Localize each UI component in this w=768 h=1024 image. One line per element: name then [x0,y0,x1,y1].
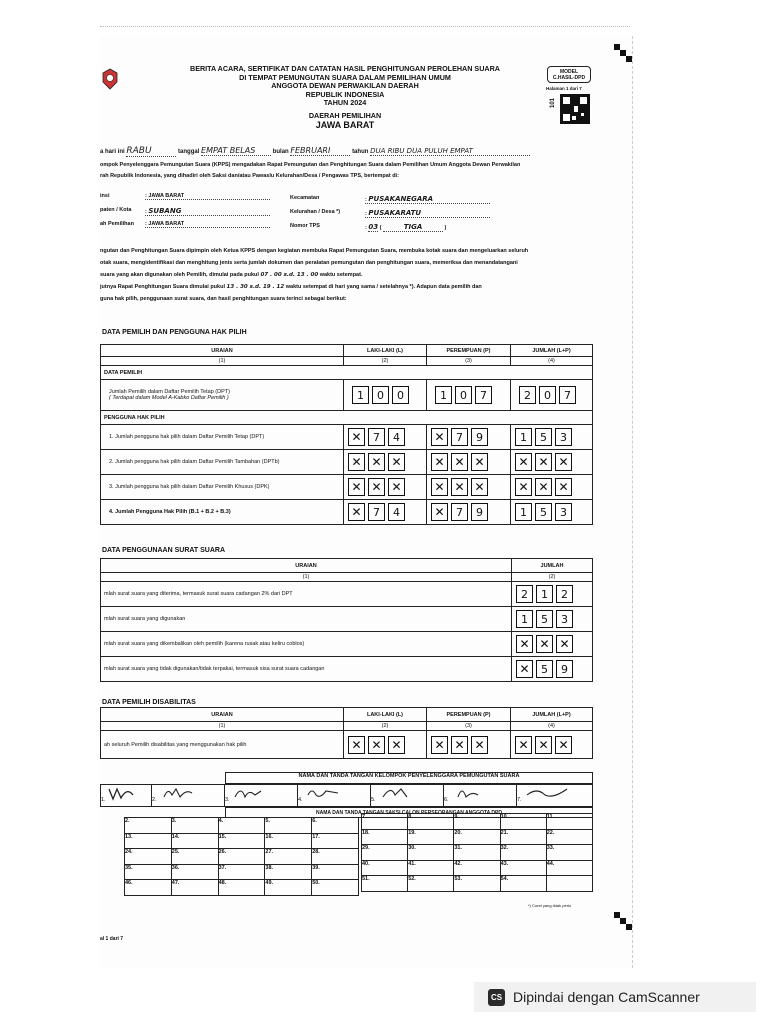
month-value: FEBRUARI [290,146,350,156]
saksi-title: NAMA DAN TANDA TANGAN SAKSI CALON PERSEORANGAN ANGGOTA DPD [226,808,593,818]
header-line-5: TAHUN 2024 [323,98,367,108]
disability-table [100,707,593,759]
row-jumlah [516,610,592,628]
row-jumlah [515,736,592,754]
intro-paragraph-2: rah Republik Indonesia, yang dihadiri oleh Saksi dan/atau Pawaslu Kelurahan/Desa / Pengawas TPS, bertempat di: [100,173,399,179]
digit: 3 [556,610,573,628]
digit: 0 [539,386,556,404]
saksi-slot: 52. [408,876,454,892]
digit: 1 [435,386,452,404]
signature-1-icon [107,785,137,801]
saksi-slot: 32. [500,845,546,861]
dapil-label: ah Pemilihan [100,221,134,227]
signature-5-icon [377,785,417,801]
camscanner-label: Dipindai dengan CamScanner [513,989,700,1005]
qr-code-icon [560,94,590,124]
document-header [170,65,520,129]
saksi-slot: 28. [312,849,359,865]
digit: 9 [471,428,488,446]
model-code: C.HASIL-DPD [552,75,586,81]
saksi-slot: 13. [125,833,172,849]
kpps-signature-row [100,784,593,807]
dpt-jumlah [519,386,592,404]
digit: ✕ [516,660,533,678]
saksi-slot: 41. [408,860,454,876]
digit: ✕ [535,453,552,471]
day-prefix: a hari ini [100,149,125,155]
digit: ✕ [368,453,385,471]
signature-6-icon [450,785,490,801]
digit: 7 [451,428,468,446]
row-perempuan [431,478,510,496]
signature-2-icon [158,785,198,801]
saksi-slot: 15. [218,833,265,849]
header-line-2: DI TEMPAT PEMUNGUTAN SUARA DALAM PEMILIHAN UMUM [239,72,451,82]
kabupaten-text: SUBANG [148,207,182,215]
digit: ✕ [516,635,533,653]
saksi-slot: 31. [454,845,500,861]
dpt-label: Jumlah Pemilih dalam Daftar Pemilih Tetap (DPT) [109,389,230,395]
kpps-slot: 7. [517,797,522,803]
intro-paragraph-1: ompok Penyelenggara Pemungutan Suara (KPPS) mengadakan Rapat Pemungutan dan Penghitungan Suara dalam Pemilihan Umum Anggota Dewan Perwakilan [100,162,521,168]
col-num-1: (1) [101,357,344,366]
saksi-slot: 14. [171,833,218,849]
saksi-slot [546,876,592,892]
col-num-3: (3) [427,722,511,731]
row-label: mlah surat suara yang dikembalikan oleh pemilih (karena rusak atau keliru coblos) [101,632,512,657]
digit: ✕ [431,503,448,521]
row-label: 3. Jumlah pengguna hak pilih dalam Daftar Pemilih Khusus (DPK) [101,475,344,500]
counting-start-text: jutnya Rapat Penghitungan Suara dimulai pukul [100,284,225,290]
digit: ✕ [515,478,532,496]
kpps-slot: 3. [225,797,230,803]
saksi-slot: 43. [500,860,546,876]
kpps-slot: 4. [298,797,303,803]
kpps-slot: 5. [371,797,376,803]
digit: 5 [535,428,552,446]
saksi-slot: 44. [546,860,592,876]
row-jumlah [515,503,592,521]
saksi-slot: 30. [408,845,454,861]
digit: 4 [388,428,405,446]
saksi-slot: 6. [312,818,359,834]
page-footer: al 1 dari 7 [100,936,124,942]
digit: ✕ [515,453,532,471]
digit: 5 [535,503,552,521]
digit: ✕ [348,503,365,521]
voting-start-text: suara yang akan digunakan oleh Pemilih, dimulai pada pukul [100,272,259,278]
digit: 5 [536,610,553,628]
digit: ✕ [348,478,365,496]
date-value: EMPAT BELAS [201,146,271,156]
digit: 4 [388,503,405,521]
row-label: mlah surat suara yang tidak digunakan/tidak terpakai, termasuk sisa surat suara cadangan [101,657,512,682]
col-num-4: (4) [511,357,593,366]
kelurahan-value: : PUSAKARATU [365,209,490,218]
tps-value: : 03 ( TIGA ) [365,223,447,231]
row-label: ah seluruh Pemilih disabilitas yang menggunakan hak pilih [101,731,344,759]
side-code: 101 [550,97,557,109]
saksi-slot: 27. [265,849,312,865]
digit: 9 [471,503,488,521]
kpps-title: NAMA DAN TANDA TANGAN KELOMPOK PENYELENGGARA PEMUNGUTAN SUARA [226,773,593,784]
meeting-paragraph-1: ngutan dan Penghitungan Suara dipimpin oleh Ketua KPPS dengan kegiatan membuka Rapat Pemungutan Suara, membuka kotak suara dan mengeluarkan seluruh [100,248,529,254]
digit: 0 [455,386,472,404]
saksi-slot: 48. [218,880,265,896]
row-laki [348,428,426,446]
kecamatan-text: PUSAKANEGARA [368,195,434,203]
row-perempuan [431,736,510,754]
col-num-2: (2) [344,357,427,366]
signature-4-icon [304,785,344,801]
date-line [100,146,600,157]
counting-time-suffix: waktu setempat di hari yang sama / setelahnya *). Adapun data pemilih dan [285,284,482,290]
row-jumlah [515,453,592,471]
header-line-6: DAERAH PEMILIHAN [308,110,382,120]
digit: 2 [519,386,536,404]
col-jumlah: JUMLAH (L+P) [511,708,593,722]
row-perempuan [431,428,510,446]
voting-time-suffix: waktu setempat. [319,272,363,278]
digit: ✕ [431,428,448,446]
col-num-3: (3) [427,357,511,366]
digit: 1 [352,386,369,404]
row-label: 1. Jumlah pengguna hak pilih dalam Daftar Pemilih Tetap (DPT) [101,425,344,450]
digit: ✕ [471,453,488,471]
col-jumlah: JUMLAH [512,559,593,573]
saksi-slot: 22. [546,829,592,845]
camscanner-watermark [474,982,756,1012]
kecamatan-value: : PUSAKANEGARA [365,195,490,204]
digit: 7 [451,503,468,521]
digit: 7 [368,428,385,446]
saksi-slot: 38. [265,864,312,880]
row-label: mlah surat suara yang diterima, termasuk surat suara cadangan 2% dari DPT [101,582,512,607]
digit: 7 [559,386,576,404]
saksi-slot: 51. [362,876,408,892]
digit: ✕ [471,736,488,754]
row-label: 2. Jumlah pengguna hak pilih dalam Daftar Pemilih Tambahan (DPTb) [101,450,344,475]
dapil-text: JAWA BARAT [148,221,185,227]
digit: ✕ [348,428,365,446]
kpps-slot: 6. [444,797,449,803]
digit: ✕ [535,736,552,754]
digit: 1 [516,610,533,628]
row-jumlah [515,478,592,496]
day-value: RABU [126,146,176,157]
col-num-4: (4) [511,722,593,731]
digit: ✕ [535,478,552,496]
saksi-slot: 8. [408,814,454,830]
signature-3-icon [231,785,271,801]
saksi-slot: 3. [171,818,218,834]
col-laki: LAKI-LAKI (L) [344,708,427,722]
header-line-3: ANGGOTA DEWAN PERWAKILAN DAERAH [271,81,419,91]
digit: ✕ [555,478,572,496]
digit: 2 [516,585,533,603]
year-label: tahun [352,149,369,155]
saksi-slot: 46. [125,880,172,896]
col-num-2: (2) [512,573,593,582]
digit: ✕ [556,635,573,653]
col-num-2: (2) [344,722,427,731]
saksi-slot: 33. [546,845,592,861]
saksi-slot: 19. [408,829,454,845]
tps-number: 03 [368,223,379,231]
row-label: mlah surat suara yang digunakan [101,607,512,632]
voter-data-table [100,344,593,525]
provinsi-label: insi [100,193,110,199]
year-value: DUA RIBU DUA PULUH EMPAT [370,147,530,156]
saksi-slot: 47. [171,880,218,896]
digit: 2 [556,585,573,603]
dapil-value: : JAWA BARAT [145,221,270,228]
digit: ✕ [471,478,488,496]
col-laki: LAKI-LAKI (L) [344,345,427,357]
row-laki [348,736,426,754]
region-title: JAWA BARAT [315,119,375,130]
saksi-slot: 11. [546,814,592,830]
row-jumlah [516,585,592,603]
model-label: MODEL [559,69,579,75]
month-label: bulan [272,149,289,155]
saksi-slot: 21. [500,829,546,845]
signature-7-icon [523,785,573,801]
saksi-slot: 20. [454,829,500,845]
meeting-paragraph-5: guna hak pilih, penggunaan surat suara, dan hasil penghitungan suara terinci sebagai berikut: [100,296,347,302]
row-laki [348,478,426,496]
row-jumlah [516,635,592,653]
digit: ✕ [555,453,572,471]
digit: 9 [556,660,573,678]
digit: ✕ [431,478,448,496]
section-b-title: DATA PENGGUNAAN SURAT SUARA [102,547,226,554]
sub-pengguna-hak-pilih: PENGGUNA HAK PILIH [101,411,593,425]
kabupaten-label: paten / Kota [100,207,132,213]
col-num-1: (1) [101,573,512,582]
section-a-title: DATA PEMILIH DAN PENGGUNA HAK PILIH [102,329,247,336]
row-perempuan [431,503,510,521]
row-jumlah [515,428,592,446]
saksi-slot: 4. [218,818,265,834]
kpu-logo-icon [102,68,118,90]
saksi-slot: 53. [454,876,500,892]
saksi-slot: 29. [362,845,408,861]
dpt-label-cell [101,380,344,411]
camscanner-logo-icon: CS [488,989,505,1006]
saksi-slot: 37. [218,864,265,880]
saksi-slot: 16. [265,833,312,849]
counting-time: 13 . 30 s.d. 19 . 12 [226,284,285,290]
saksi-slot: 18. [362,829,408,845]
saksi-slot: 2. [125,818,172,834]
row-label: 4. Jumlah Pengguna Hak Pilih (B.1 + B.2 + B.3) [101,500,344,525]
kpps-slot: 1. [101,797,106,803]
saksi-slot: 39. [312,864,359,880]
digit: ✕ [451,478,468,496]
saksi-slot: 36. [171,864,218,880]
digit: ✕ [368,478,385,496]
meeting-paragraph-3 [100,272,600,278]
saksi-slot: 17. [312,833,359,849]
ballot-usage-table [100,558,593,682]
tps-label: Nomor TPS [290,223,320,229]
tps-words: TIGA [383,223,443,232]
row-laki [348,453,426,471]
saksi-slot: 40. [362,860,408,876]
saksi-slot: 25. [171,849,218,865]
digit: 1 [515,503,532,521]
meeting-paragraph-2: otak suara, mengidentifikasi dan menghitung jenis serta jumlah dokumen dan peralatan pemungutan dan penghitungan suara, memeriksa dan menandatangani [100,260,518,266]
row-jumlah [516,660,592,678]
digit: ✕ [431,453,448,471]
kelurahan-text: PUSAKARATU [368,209,422,217]
sub-data-pemilih: DATA PEMILIH [101,366,593,380]
digit: 0 [392,386,409,404]
dpt-laki [352,386,426,404]
model-badge [547,66,591,83]
saksi-slot: 10. [500,814,546,830]
saksi-slot: 7. [362,814,408,830]
digit: ✕ [451,453,468,471]
date-label: tanggal [178,149,200,155]
meeting-paragraph-4 [100,284,600,290]
kecamatan-label: Kecamatan [290,195,320,201]
digit: 3 [555,503,572,521]
scan-edge [100,26,630,27]
digit: ✕ [388,478,405,496]
saksi-slot: 24. [125,849,172,865]
kelurahan-label: Kelurahan / Desa *) [290,209,341,215]
voting-time: 07 . 00 s.d. 13 . 00 [260,272,319,278]
digit: ✕ [451,736,468,754]
saksi-slot: 50. [312,880,359,896]
saksi-slot: 49. [265,880,312,896]
col-num-1: (1) [101,722,344,731]
kpps-slot: 2. [152,797,157,803]
saksi-slot: 35. [125,864,172,880]
digit: ✕ [348,453,365,471]
section-c-title: DATA PEMILIH DISABILITAS [102,699,196,706]
digit: ✕ [515,736,532,754]
dpt-note: ( Terdapat dalam Model A-Kabko Daftar Pemilih ) [109,395,229,401]
digit: ✕ [348,736,365,754]
col-perempuan: PEREMPUAN (P) [427,708,511,722]
page-indicator: Halaman 1 dari 7 [546,86,582,91]
col-jumlah: JUMLAH (L+P) [511,345,593,357]
digit: ✕ [536,635,553,653]
dpt-perempuan [435,386,510,404]
header-line-1: BERITA ACARA, SERTIFIKAT DAN CATATAN HASIL PENGHITUNGAN PEROLEHAN SUARA [190,64,500,73]
saksi-grid-left [124,817,359,896]
digit: 1 [515,428,532,446]
digit: 0 [372,386,389,404]
provinsi-value: : JAWA BARAT [145,193,270,200]
provinsi-text: JAWA BARAT [148,193,185,199]
digit: ✕ [388,453,405,471]
saksi-slot: 9. [454,814,500,830]
saksi-slot: 42. [454,860,500,876]
row-laki [348,503,426,521]
saksi-grid-right [361,813,593,892]
digit: 7 [475,386,492,404]
col-perempuan: PEREMPUAN (P) [427,345,511,357]
col-uraian: URAIAN [101,708,344,722]
digit: 3 [555,428,572,446]
header-line-4: REPUBLIK INDONESIA [305,89,385,99]
digit: 1 [536,585,553,603]
digit: ✕ [555,736,572,754]
digit: ✕ [368,736,385,754]
row-perempuan [431,453,510,471]
digit: 5 [536,660,553,678]
col-uraian: URAIAN [101,345,344,357]
footnote: *) Coret yang tidak perlu [528,903,572,908]
kabupaten-value: : SUBANG [145,207,270,216]
saksi-slot: 5. [265,818,312,834]
digit: 7 [368,503,385,521]
digit: ✕ [388,736,405,754]
kpps-title-table [225,772,593,784]
digit: ✕ [431,736,448,754]
col-uraian: URAIAN [101,559,512,573]
saksi-slot: 54. [500,876,546,892]
saksi-slot: 26. [218,849,265,865]
